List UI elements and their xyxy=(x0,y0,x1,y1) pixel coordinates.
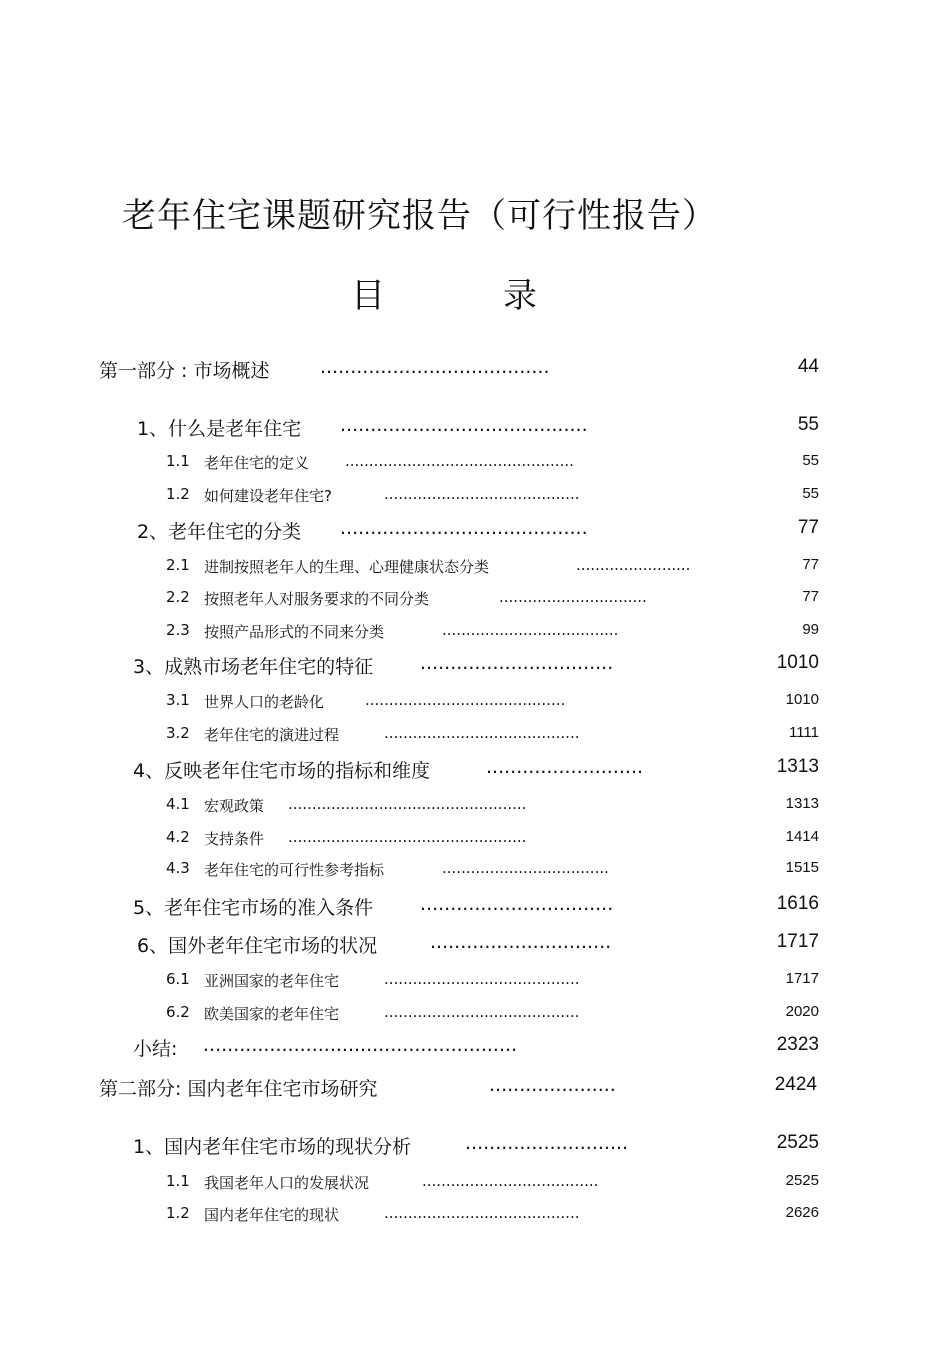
toc-entry-number: 4.2 xyxy=(166,828,190,847)
toc-entry xyxy=(0,414,950,439)
toc-entry-number: 4.1 xyxy=(166,795,190,814)
toc-entry xyxy=(0,1132,950,1157)
toc-subentry xyxy=(0,828,950,849)
toc-leader-dots: ......................................... xyxy=(384,1204,580,1223)
toc-entry-number: 4.3 xyxy=(166,859,190,878)
toc-entry-title: 宏观政策 xyxy=(204,797,265,816)
toc-leader-dots: .................................................... xyxy=(203,1033,518,1056)
toc-subentry xyxy=(0,1204,950,1225)
toc-subentry xyxy=(0,588,950,609)
toc-entry-title: 进制按照老年人的生理、心理健康状态分类 xyxy=(204,558,490,577)
toc-leader-dots: ..................................... xyxy=(422,1172,599,1191)
toc-page-number: 2626 xyxy=(785,1204,819,1222)
toc-page-number: 1010 xyxy=(776,651,819,673)
toc-entry-number: 1.2 xyxy=(166,485,190,504)
toc-subentry xyxy=(0,1003,950,1024)
toc-page-number: 1717 xyxy=(776,930,819,952)
toc-entry-number: 1.1 xyxy=(166,1172,190,1191)
toc-entry xyxy=(0,356,950,381)
toc-subentry xyxy=(0,691,950,712)
toc-leader-dots: .......................................... xyxy=(365,691,566,710)
toc-entry-title: 如何建设老年住宅? xyxy=(204,487,332,506)
toc-entry-title: 支持条件 xyxy=(204,830,265,849)
toc-entry-title: 第二部分: 国内老年住宅市场研究 xyxy=(99,1077,378,1100)
toc-page-number: 55 xyxy=(802,452,819,470)
toc-page-number: 2020 xyxy=(785,1003,819,1021)
toc-entry-title: 2、老年住宅的分类 xyxy=(137,520,302,543)
toc-entry xyxy=(0,931,950,956)
toc-subentry xyxy=(0,621,950,642)
toc-entry-title: 老年住宅的定义 xyxy=(204,454,310,473)
toc-entry-title: 小结: xyxy=(133,1037,178,1060)
toc-entry-number: 1.1 xyxy=(166,452,190,471)
toc-page-number: 44 xyxy=(797,355,819,377)
toc-entry-number: 2.1 xyxy=(166,556,190,575)
toc-subentry xyxy=(0,452,950,473)
toc-entry-title: 第一部分 : 市场概述 xyxy=(99,359,270,382)
toc-leader-dots: ......................................... xyxy=(384,970,580,989)
toc-entry-title: 3、成熟市场老年住宅的特征 xyxy=(133,655,374,678)
toc-entry-number: 1.2 xyxy=(166,1204,190,1223)
toc-page-number: 1111 xyxy=(788,724,819,742)
toc-leader-dots: ...................................... xyxy=(320,355,550,378)
toc-leader-dots: ..................................... xyxy=(442,621,619,640)
toc-entry-title: 5、老年住宅市场的准入条件 xyxy=(133,896,374,919)
toc-leader-dots: ..................... xyxy=(489,1073,616,1096)
toc-leader-dots: ........................... xyxy=(465,1131,629,1154)
toc-subentry xyxy=(0,556,950,577)
toc-entry xyxy=(0,652,950,677)
toc-leader-dots: .................................................. xyxy=(288,795,527,814)
toc-entry-title: 老年住宅的可行性参考指标 xyxy=(204,861,385,880)
toc-entry-number: 3.2 xyxy=(166,724,190,743)
toc-entry-number: 3.1 xyxy=(166,691,190,710)
toc-entry-title: 按照产品形式的不同来分类 xyxy=(204,623,385,642)
toc-page-number: 2424 xyxy=(774,1073,817,1095)
toc-leader-dots: ................................ xyxy=(420,892,614,915)
toc-page-number: 1414 xyxy=(785,828,819,846)
toc-leader-dots: .................................................. xyxy=(288,828,527,847)
toc-page-number: 2323 xyxy=(776,1033,819,1055)
toc-heading-char-2: 录 xyxy=(503,276,537,316)
toc-page-number: 1515 xyxy=(785,859,819,877)
toc-page-number: 77 xyxy=(802,588,819,606)
toc-leader-dots: ........................ xyxy=(576,556,691,575)
toc-entry xyxy=(0,1074,950,1099)
toc-subentry xyxy=(0,485,950,506)
toc-page-number: 1010 xyxy=(785,691,819,709)
toc-entry-title: 世界人口的老龄化 xyxy=(204,693,325,712)
toc-subentry xyxy=(0,1172,950,1193)
toc-entry xyxy=(0,756,950,781)
toc-entry-title: 4、反映老年住宅市场的指标和维度 xyxy=(133,759,431,782)
toc-leader-dots: ................................ xyxy=(420,651,614,674)
toc-page-number: 2525 xyxy=(785,1172,819,1190)
toc-entry-title: 欧美国家的老年住宅 xyxy=(204,1005,340,1024)
toc-leader-dots: ................................................ xyxy=(345,452,574,471)
toc-leader-dots: ......................................... xyxy=(384,1003,580,1022)
toc-subentry xyxy=(0,795,950,816)
toc-entry-number: 6.2 xyxy=(166,1003,190,1022)
toc-leader-dots: .............................. xyxy=(430,930,612,953)
toc-leader-dots: ......................................... xyxy=(340,516,588,539)
toc-entry-title: 老年住宅的演进过程 xyxy=(204,726,340,745)
toc-page-number: 1313 xyxy=(785,795,819,813)
toc-subentry xyxy=(0,724,950,745)
toc-page-number: 2525 xyxy=(776,1131,819,1153)
toc-entry-title: 1、什么是老年住宅 xyxy=(137,417,302,440)
toc-entry xyxy=(0,517,950,542)
toc-leader-dots: .......................... xyxy=(486,755,644,778)
toc-page-number: 77 xyxy=(797,516,819,538)
toc-page-number: 1616 xyxy=(776,892,819,914)
toc-page-number: 77 xyxy=(802,556,819,574)
toc-entry-title: 国内老年住宅的现状 xyxy=(204,1206,340,1225)
toc-heading-char-1: 目 xyxy=(351,276,385,316)
toc-entry xyxy=(0,1034,950,1059)
toc-leader-dots: ......................................... xyxy=(384,485,580,504)
toc-entry-title: 我国老年人口的发展状况 xyxy=(204,1174,370,1193)
toc-leader-dots: ......................................... xyxy=(340,413,588,436)
toc-leader-dots: ......................................... xyxy=(384,724,580,743)
toc-page-number: 1313 xyxy=(776,755,819,777)
toc-entry-number: 2.3 xyxy=(166,621,190,640)
toc-page-number: 55 xyxy=(797,413,819,435)
toc-page-number: 99 xyxy=(802,621,819,639)
toc-entry-title: 按照老年人对服务要求的不同分类 xyxy=(204,590,430,609)
toc-leader-dots: ............................... xyxy=(499,588,647,607)
toc-subentry xyxy=(0,859,950,880)
toc-entry-title: 6、国外老年住宅市场的状况 xyxy=(137,934,378,957)
toc-page-number: 1717 xyxy=(785,970,819,988)
toc-entry-number: 6.1 xyxy=(166,970,190,989)
toc-page-number: 55 xyxy=(802,485,819,503)
toc-entry-title: 亚洲国家的老年住宅 xyxy=(204,972,340,991)
toc-entry xyxy=(0,893,950,918)
toc-entry-title: 1、国内老年住宅市场的现状分析 xyxy=(133,1135,412,1158)
toc-subentry xyxy=(0,970,950,991)
toc-entry-number: 2.2 xyxy=(166,588,190,607)
document-title: 老年住宅课题研究报告（可行性报告） xyxy=(122,196,717,236)
toc-leader-dots: ................................... xyxy=(442,859,609,878)
